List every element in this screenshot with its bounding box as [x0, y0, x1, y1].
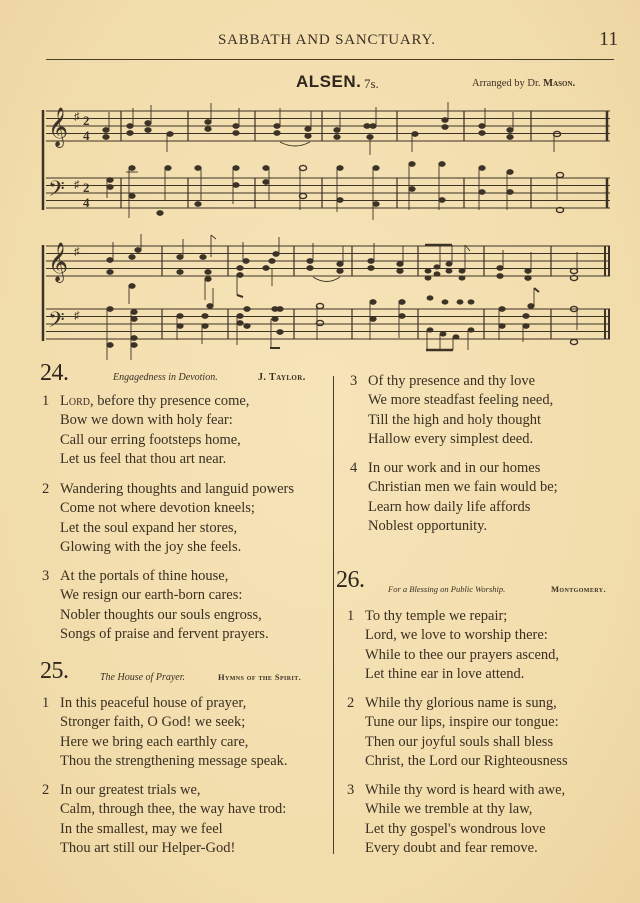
stanza-line: Come not where devotion kneels; [60, 500, 255, 517]
tune-meter: 7s. [364, 76, 379, 91]
page-number: 11 [599, 28, 619, 50]
stanza-line: Noblest opportunity. [368, 517, 488, 534]
stanza-number: 4 [350, 460, 358, 476]
stanza-line: In the smallest, may we feel [60, 820, 223, 837]
stanza-line: Let thine ear in love attend. [365, 665, 525, 682]
stanza-number: 2 [42, 481, 50, 497]
stanza-line: We more steadfast feeling need, [368, 392, 554, 409]
hymn-author: J. Taylor. [258, 372, 306, 383]
stanza-line: Christ, the Lord our Righteousness [365, 752, 568, 769]
music-system-2 [40, 230, 614, 360]
stanza-line: Thou art still our Helper-God! [60, 839, 236, 856]
stanza [42, 392, 249, 469]
stanza-line: Songs of praise and fervent prayers. [60, 625, 269, 642]
stanza-line: Call our erring footsteps home, [60, 431, 241, 448]
svg-text:4: 4 [83, 195, 90, 210]
svg-text:𝄢: 𝄢 [48, 177, 65, 207]
stanza-number: 2 [347, 695, 355, 711]
stanza [350, 372, 553, 449]
svg-text:2: 2 [83, 113, 90, 128]
stanza [42, 567, 269, 644]
stanza-number: 1 [42, 695, 50, 711]
stanza-line: Christian men we fain would be; [368, 479, 558, 496]
hymn-number: 26. [336, 567, 365, 593]
stanza [347, 781, 565, 858]
hymn-author: Montgomery. [551, 584, 607, 594]
hymn-number: 25. [40, 658, 69, 684]
stanza-line: Calm, through thee, the way have trod: [60, 801, 287, 818]
svg-text:♯: ♯ [74, 111, 80, 123]
stanza-line: In our greatest trials we, [60, 782, 201, 798]
stanza [347, 694, 568, 771]
stanza-line: Nobler thoughts our souls engross, [60, 606, 262, 623]
header-rule [46, 59, 614, 60]
stanza-line: Glowing with the joy she feels. [60, 538, 242, 555]
tune-title: ALSEN. [296, 72, 362, 91]
stanza-line [42, 392, 249, 411]
stanza-number: 3 [347, 782, 355, 798]
running-title: SABBATH AND SANCTUARY. [218, 32, 436, 48]
stanza-line: Lord, we love to worship there: [365, 627, 548, 644]
stanza-number: 3 [42, 568, 50, 584]
stanza [347, 607, 559, 684]
stanza-line: Thou the strengthening message speak. [60, 752, 288, 769]
stanza-line: While thy word is heard with awe, [365, 782, 566, 798]
running-head [0, 30, 640, 52]
stanza-line: Let the soul expand her stores, [60, 519, 238, 536]
music-system-1 [40, 100, 614, 220]
stanza-line: To thy temple we repair; [365, 608, 508, 624]
arranger-prefix: Arranged by Dr. [472, 78, 541, 89]
stanza-line: Learn how daily life affords [368, 498, 531, 515]
svg-text:♯: ♯ [74, 179, 80, 191]
svg-text:𝄞: 𝄞 [48, 107, 69, 147]
stanza-line: At the portals of thine house, [60, 568, 229, 584]
stanza-line: Here we bring each earthly care, [60, 733, 249, 750]
svg-text:♯: ♯ [74, 246, 80, 258]
hymn-number: 24. [40, 360, 69, 386]
stanza-line: Tune our lips, inspire our tongue: [365, 714, 559, 731]
stanza-line: In our work and in our homes [368, 460, 541, 476]
stanza-line: Let thy gospel's wondrous love [365, 820, 546, 837]
stanza-line: Let us feel that thou art near. [60, 450, 227, 467]
svg-text:𝄞: 𝄞 [48, 242, 69, 282]
stanza-number: 2 [42, 782, 50, 798]
stanza-line: Hallow every simplest deed. [368, 430, 534, 447]
stanza-line: Of thy presence and thy love [368, 373, 536, 389]
stanza-line: Then our joyful souls shall bless [365, 733, 554, 750]
stanza-line: In this peaceful house of prayer, [60, 695, 247, 711]
stanza-line: While to thee our prayers ascend, [365, 646, 560, 663]
stanza-number: 3 [350, 373, 358, 389]
stanza-line: Every doubt and fear remove. [365, 839, 538, 856]
stanza-line: Till the high and holy thought [368, 411, 542, 428]
stanza-line: We resign our earth-born cares: [60, 587, 243, 604]
column-divider [333, 376, 334, 854]
svg-text:4: 4 [83, 128, 90, 143]
stanza-number: 1 [347, 608, 355, 624]
stanza-line-rest: before thy presence come, [93, 393, 250, 409]
stanza-line: While we tremble at thy law, [365, 801, 533, 818]
stanza [42, 781, 286, 858]
svg-text:♯: ♯ [74, 310, 80, 322]
stanza-first-word: Lord, [60, 393, 94, 409]
hymn-subtitle: For a Blessing on Public Worship. [388, 584, 506, 594]
stanza [42, 480, 294, 557]
stanza-line: Stronger faith, O God! we seek; [60, 714, 246, 731]
hymn-subtitle: Engagedness in Devotion. [113, 372, 218, 383]
svg-text:2: 2 [83, 180, 90, 195]
stanza-number: 1 [42, 393, 50, 409]
stanza-line: Wandering thoughts and languid powers [60, 481, 295, 497]
stanza-line: While thy glorious name is sung, [365, 695, 557, 711]
svg-text:𝄢: 𝄢 [48, 308, 65, 338]
score-staves-1 [40, 100, 614, 220]
tune-arranger [472, 78, 575, 89]
stanza [42, 694, 288, 771]
score-staves-2 [40, 230, 614, 360]
arranger-name: Mason. [543, 78, 576, 89]
hymn-subtitle: The House of Prayer. [100, 672, 185, 683]
stanza [350, 459, 558, 536]
hymn-author: Hymns of the Spirit. [218, 672, 302, 682]
stanza-line: Bow we down with holy fear: [60, 412, 233, 429]
